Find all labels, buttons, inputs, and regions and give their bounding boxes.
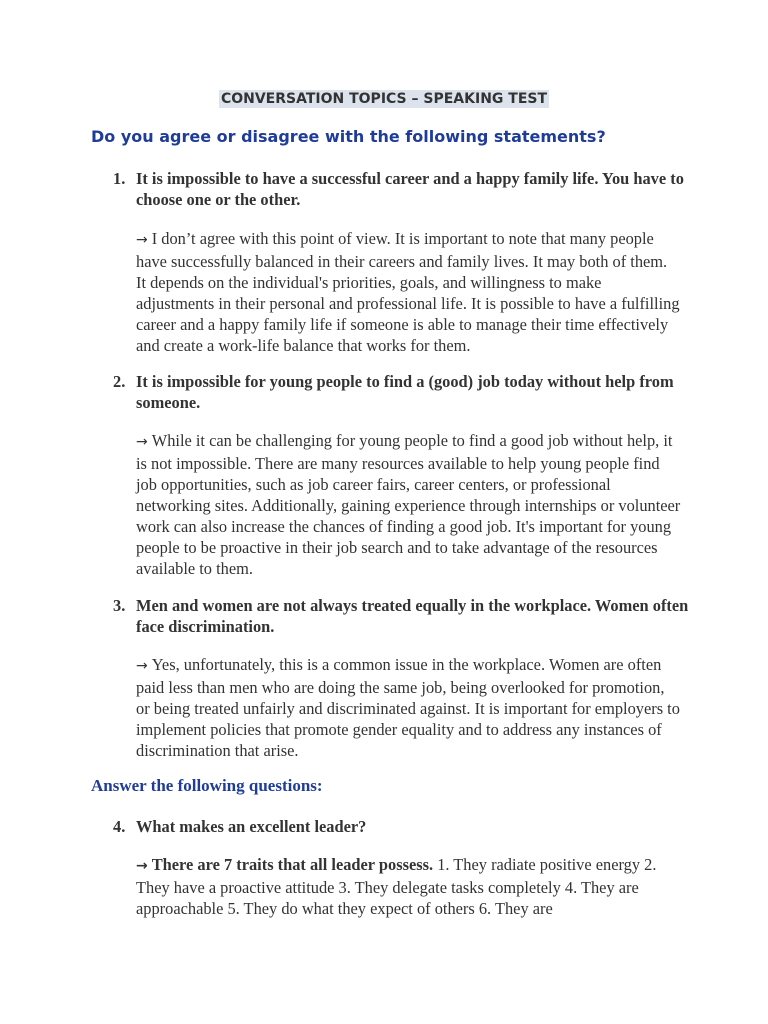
answer-text: I don’t agree with this point of view. It is important to note that many people have successfully balanced in their careers and family lives. It may both of them. It depends on the individual's priorities, goals, and willingness to make adjustments in their personal and professional life. It is possible to have a fulfilling career and a happy family life if someone is able to manage their time effectively and create a work-life balance that works for them. — [136, 229, 680, 355]
list-item — [110, 816, 690, 837]
answer-text: 1. They radiate positive energy 2. They have a proactive attitude 3. They delegate tasks completely 4. They are approachable 5. They do what they expect of others 6. They are — [136, 855, 657, 918]
item-answer — [136, 654, 681, 761]
item-answer — [136, 854, 681, 919]
item-question: What makes an excellent leader? — [136, 817, 367, 836]
arrow-icon: → — [136, 232, 148, 248]
item-question: It is impossible to have a successful career and a happy family life. You have to choose one or the other. — [136, 169, 684, 209]
list-item — [110, 371, 690, 413]
answer-lead-text: There are 7 traits that all leader possess. — [151, 855, 434, 874]
answer-text: Yes, unfortunately, this is a common issue in the workplace. Women are often paid less than men who are doing the same job, being overlooked for promotion, or being treated unfairly and discriminated against. It is important for employers to implement policies that promote gender equality and to address any instances of discrimination that arise. — [136, 655, 680, 760]
list-item — [110, 168, 690, 210]
item-question: It is impossible for young people to find a (good) job today without help from someone. — [136, 372, 674, 412]
item-number: 4. — [113, 817, 126, 836]
item-number: 3. — [113, 596, 126, 615]
item-question: Men and women are not always treated equally in the workplace. Women often face discrimination. — [136, 596, 689, 636]
arrow-icon: → — [136, 434, 148, 450]
item-answer — [136, 228, 681, 356]
section-heading-agree-disagree: Do you agree or disagree with the following statements? — [91, 127, 606, 146]
arrow-icon: → — [136, 658, 148, 674]
section-heading-questions: Answer the following questions: — [91, 776, 323, 795]
item-number: 2. — [113, 372, 126, 391]
item-answer — [136, 430, 681, 579]
page-title — [0, 90, 768, 108]
arrow-icon: → — [136, 858, 148, 874]
answer-text: While it can be challenging for young people to find a good job without help, it is not impossible. There are many resources available to help young people find job opportunities, such as job career fairs, career centers, or professional networking sites. Additionally, gaining experience through internships or volunteer work can also increase the chances of finding a good job. It's important for young people to be proactive in their job search and to take advantage of the resources available to them. — [136, 431, 681, 578]
page-title-text: CONVERSATION TOPICS – SPEAKING TEST — [220, 91, 548, 107]
item-number: 1. — [113, 169, 126, 188]
list-item — [110, 595, 690, 637]
